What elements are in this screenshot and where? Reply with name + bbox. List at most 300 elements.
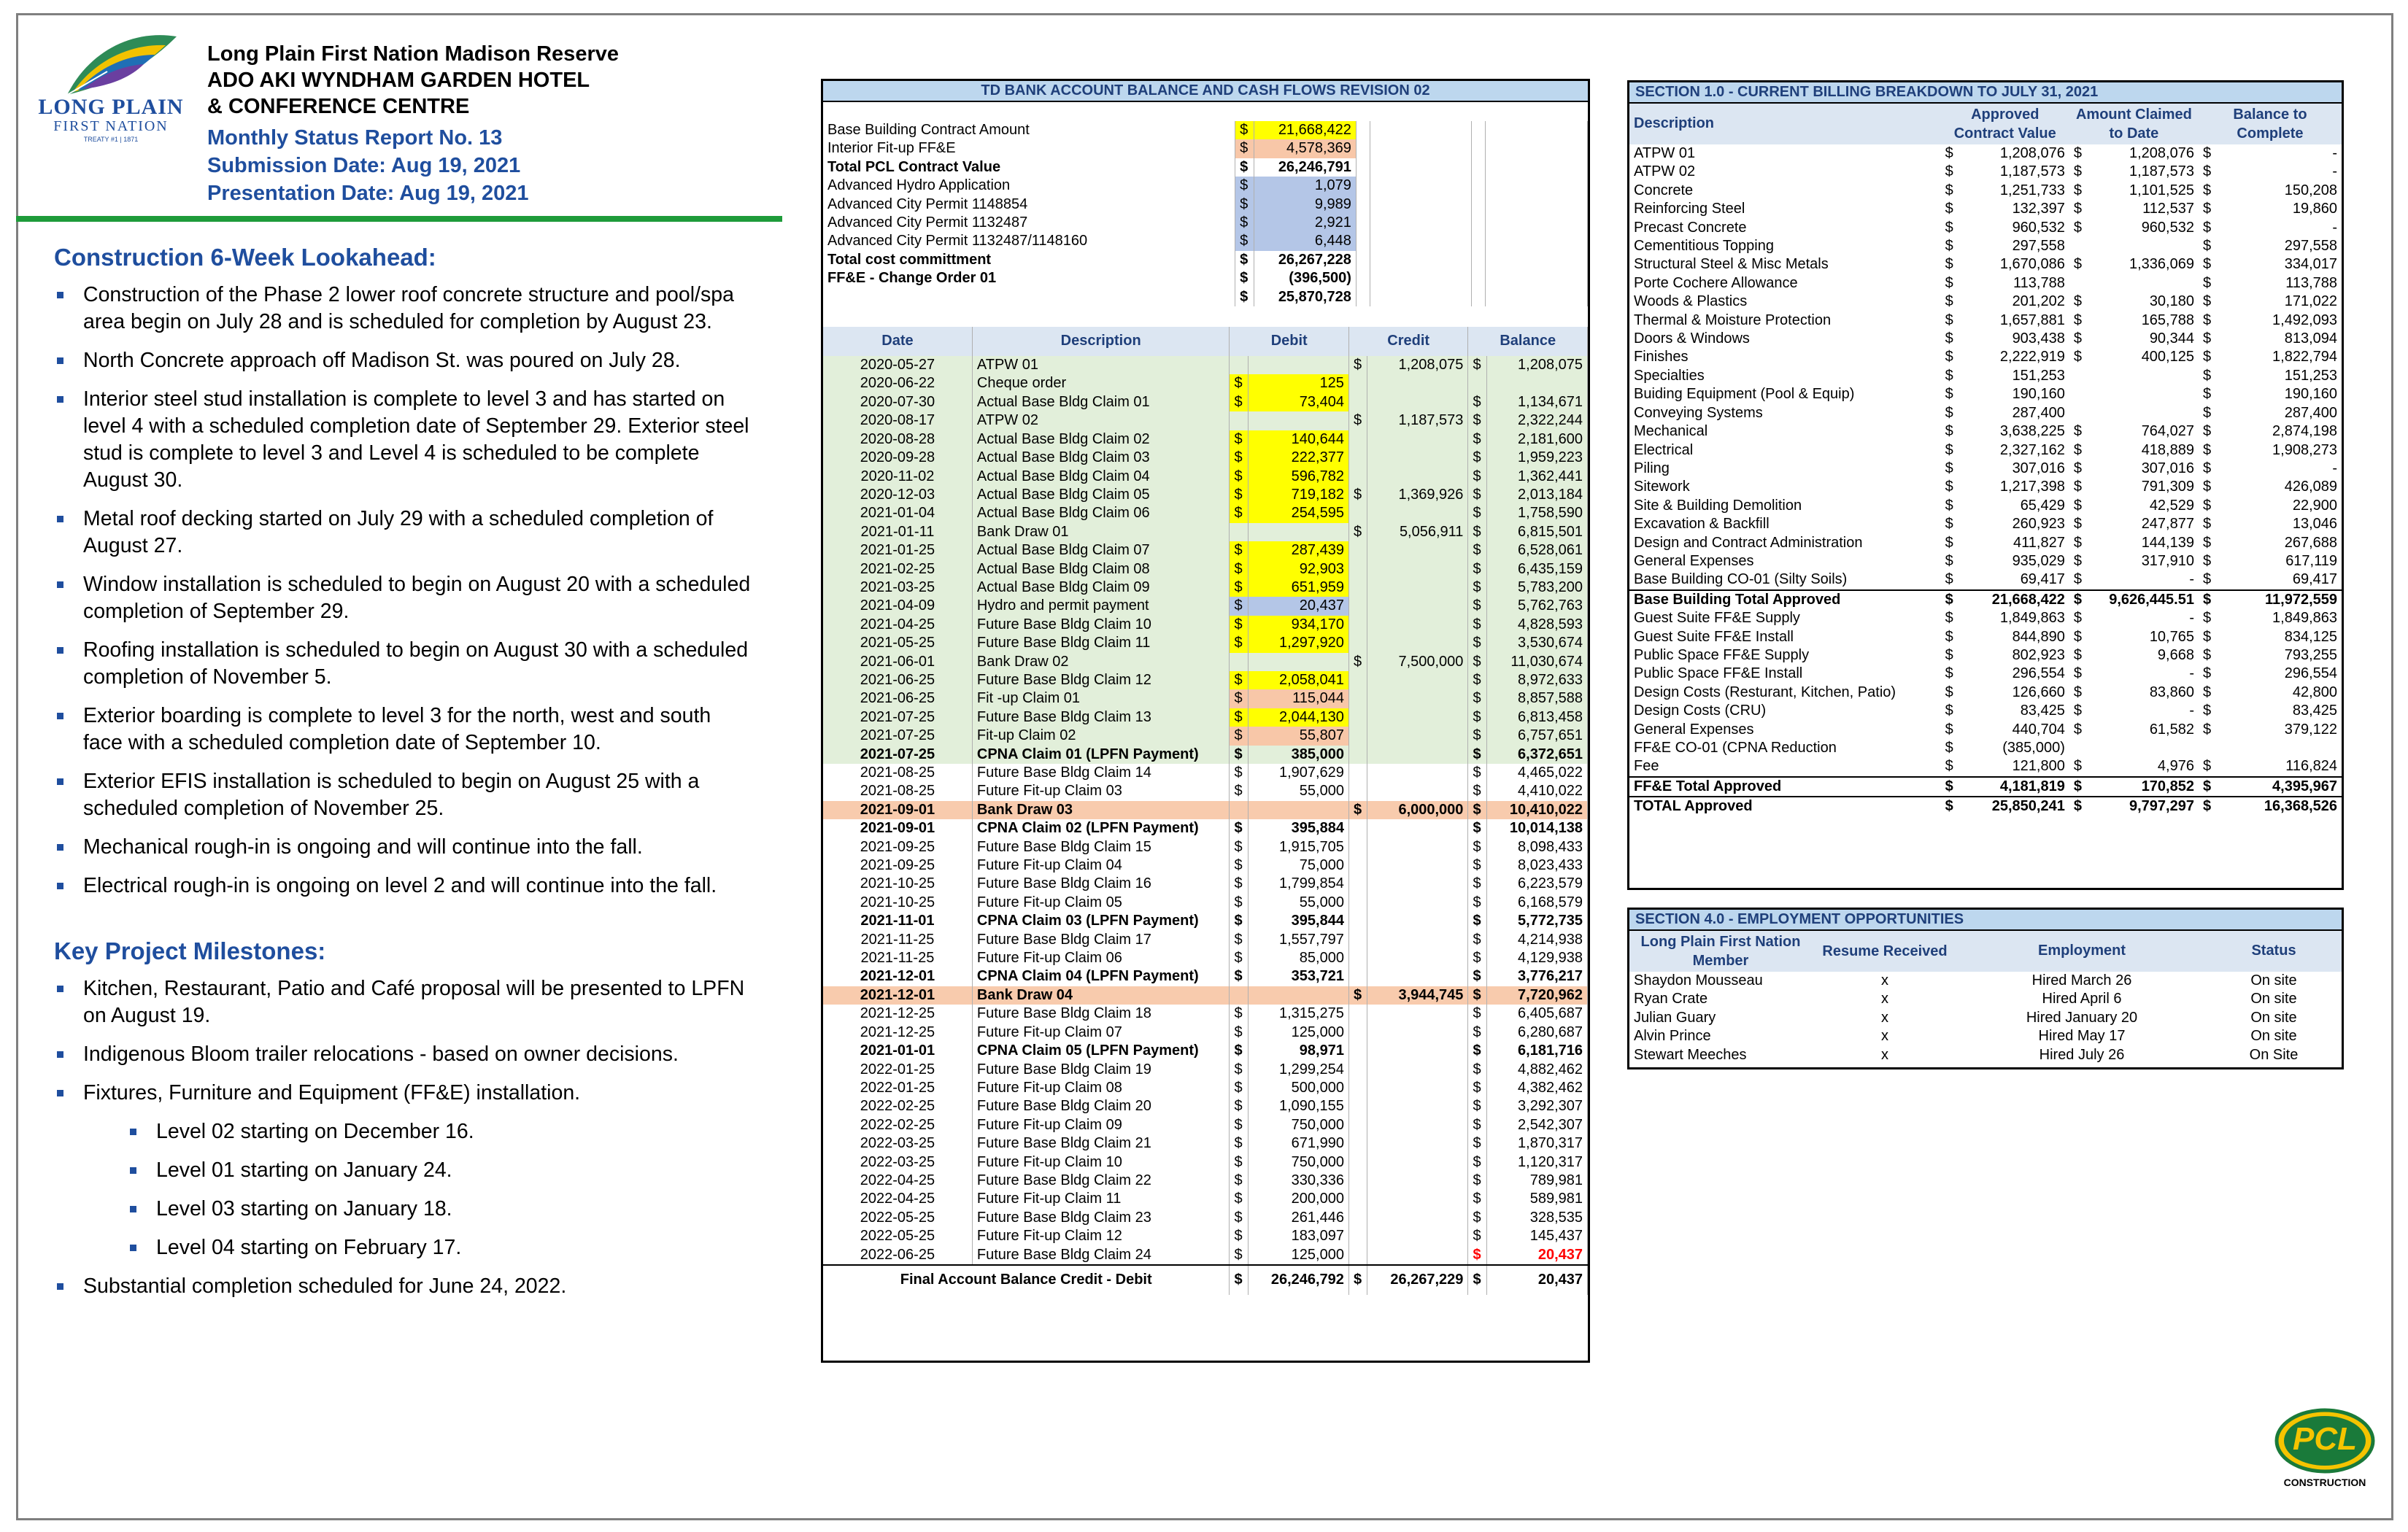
ledger-credit — [1367, 1061, 1468, 1079]
employee-name: Shaydon Mousseau — [1634, 972, 1763, 989]
ledger-credit — [1367, 727, 1468, 745]
currency-symbol: $ — [1230, 671, 1249, 689]
ledger-debit: 92,903 — [1248, 560, 1348, 579]
billing-claimed: 4,976 — [2157, 758, 2194, 775]
billing-approved: 903,438 — [2012, 330, 2065, 347]
ledger-date: 2021-11-25 — [823, 931, 972, 949]
currency-symbol: $ — [2202, 182, 2212, 198]
billing-row — [1629, 757, 2342, 776]
summary-label: FF&E - Change Order 01 — [823, 269, 1235, 287]
ledger-date: 2021-12-01 — [823, 986, 972, 1005]
ledger-date: 2021-01-04 — [823, 504, 972, 522]
empty-cell — [1486, 251, 1588, 269]
site-status: On site — [2250, 991, 2297, 1007]
col-resume: Resume Received — [1812, 931, 1958, 972]
currency-symbol: $ — [1230, 449, 1249, 467]
billing-description: Doors & Windows — [1634, 330, 1750, 347]
currency-symbol: $ — [2073, 646, 2082, 663]
ledger-row — [823, 486, 1588, 504]
currency-symbol: $ — [1235, 251, 1254, 269]
ledger-balance: 1,870,317 — [1486, 1134, 1587, 1153]
ledger-row — [823, 819, 1588, 837]
billing-row — [1629, 163, 2342, 181]
milestone-sub-item: Level 03 starting on January 18. — [54, 1196, 755, 1223]
currency-symbol: $ — [2073, 610, 2082, 627]
currency-symbol: $ — [2202, 219, 2212, 236]
billing-balance: 22,900 — [2292, 497, 2337, 514]
pcl-logo — [2274, 1408, 2376, 1488]
currency-symbol — [1230, 801, 1249, 819]
lookahead-item: Roofing installation is scheduled to begin on August 30 with a scheduled completion of November 5. — [54, 637, 755, 691]
summary-label: Base Building Contract Amount — [823, 121, 1235, 139]
ledger-credit — [1367, 1079, 1468, 1097]
currency-symbol: $ — [1945, 721, 1953, 738]
ledger-description: Actual Base Bldg Claim 08 — [972, 560, 1230, 579]
employment-table — [1627, 908, 2344, 1069]
empty-cell — [1370, 288, 1472, 306]
billing-row — [1629, 255, 2342, 274]
empty-cell — [1472, 214, 1486, 232]
lookahead-item: Mechanical rough-in is ongoing and will continue into the fall. — [54, 834, 755, 861]
billing-approved: 65,429 — [2020, 497, 2065, 514]
ledger-balance: 4,465,022 — [1486, 764, 1587, 782]
billing-claimed: - — [2189, 703, 2194, 719]
billing-description: Woods & Plastics — [1634, 293, 1748, 310]
resume-received: x — [1881, 991, 1888, 1007]
summary-value: 21,668,422 — [1254, 121, 1357, 139]
ledger-date: 2022-03-25 — [823, 1153, 972, 1172]
ledger-debit: 55,807 — [1248, 727, 1348, 745]
currency-symbol: $ — [2073, 312, 2082, 328]
ledger-balance: 4,129,938 — [1486, 949, 1587, 967]
currency-symbol: $ — [2202, 163, 2212, 180]
ledger-balance: 4,410,022 — [1486, 782, 1587, 800]
billing-row — [1629, 312, 2342, 330]
empty-cell — [1370, 251, 1472, 269]
billing-approved: 126,660 — [2012, 684, 2065, 700]
ledger-row — [823, 411, 1588, 430]
billing-balance: 11,972,559 — [2216, 590, 2342, 609]
billing-balance: 116,824 — [2285, 758, 2337, 775]
empty-cell — [1356, 214, 1370, 232]
currency-symbol: $ — [1230, 1116, 1249, 1134]
ledger-balance: 1,120,317 — [1486, 1153, 1587, 1172]
ledger-date: 2021-03-25 — [823, 579, 972, 597]
ledger-description: Bank Draw 04 — [972, 986, 1230, 1005]
currency-symbol — [1348, 1246, 1367, 1265]
ledger-date: 2021-07-25 — [823, 727, 972, 745]
currency-symbol: $ — [1468, 1153, 1487, 1172]
currency-symbol — [1348, 894, 1367, 912]
empty-cell — [1370, 121, 1472, 139]
currency-symbol: $ — [1230, 931, 1249, 949]
currency-symbol: $ — [2073, 497, 2082, 514]
currency-symbol: $ — [2202, 293, 2212, 310]
billing-description: FF&E CO-01 (CPNA Reduction — [1634, 740, 1837, 756]
ledger-row — [823, 579, 1588, 597]
currency-symbol: $ — [1230, 764, 1249, 782]
ledger-debit: 222,377 — [1248, 449, 1348, 467]
currency-symbol: $ — [2202, 703, 2212, 719]
col-balance: Balance — [1468, 327, 1588, 356]
currency-symbol: $ — [2202, 256, 2212, 273]
ledger-description: Fit -up Claim 01 — [972, 689, 1230, 708]
ledger-debit: 750,000 — [1248, 1153, 1348, 1172]
employment-row — [1629, 1046, 2342, 1064]
ledger-credit — [1367, 1134, 1468, 1153]
ledger-row — [823, 727, 1588, 745]
ledger-date: 2022-06-25 — [823, 1246, 972, 1265]
currency-symbol: $ — [2202, 274, 2212, 291]
summary-label: Advanced City Permit 1132487/1148160 — [823, 232, 1235, 250]
summary-row — [823, 121, 1588, 139]
ledger-credit — [1367, 949, 1468, 967]
billing-approved: 3,638,225 — [1999, 423, 2065, 440]
ledger-debit: 2,044,130 — [1248, 708, 1348, 727]
ledger-row — [823, 967, 1588, 986]
currency-symbol: $ — [1235, 177, 1254, 195]
currency-symbol: $ — [1468, 931, 1487, 949]
currency-symbol: $ — [2202, 367, 2212, 384]
billing-balance: 113,788 — [2285, 274, 2337, 291]
currency-symbol: $ — [2073, 460, 2082, 476]
lookahead-item: Exterior EFIS installation is scheduled to begin on August 25 with a scheduled completion of November 25. — [54, 768, 755, 822]
ledger-date: 2021-08-25 — [823, 782, 972, 800]
billing-claimed: 764,027 — [2141, 423, 2194, 440]
billing-approved: 1,670,086 — [1999, 256, 2065, 273]
ledger-row — [823, 504, 1588, 522]
currency-symbol: $ — [1468, 1024, 1487, 1042]
currency-symbol: $ — [1468, 801, 1487, 819]
ledger-balance: 6,757,651 — [1486, 727, 1587, 745]
currency-symbol — [1348, 1024, 1367, 1042]
currency-symbol: $ — [2202, 238, 2212, 255]
billing-claimed: 307,016 — [2141, 460, 2194, 476]
ledger-date: 2020-07-30 — [823, 393, 972, 411]
currency-symbol: $ — [1468, 894, 1487, 912]
ledger-description: Actual Base Bldg Claim 03 — [972, 449, 1230, 467]
ledger-description: Future Base Bldg Claim 18 — [972, 1005, 1230, 1023]
site-status: On Site — [2249, 1046, 2299, 1063]
ledger-row — [823, 949, 1588, 967]
ledger-credit — [1367, 430, 1468, 449]
summary-row — [823, 251, 1588, 269]
currency-symbol: $ — [1945, 182, 1953, 198]
ledger-description: Future Fit-up Claim 08 — [972, 1079, 1230, 1097]
ledger-row — [823, 374, 1588, 392]
billing-balance: - — [2332, 460, 2337, 476]
ledger-description: CPNA Claim 04 (LPFN Payment) — [972, 967, 1230, 986]
billing-claimed — [2086, 385, 2199, 403]
ledger-debit: 1,299,254 — [1248, 1061, 1348, 1079]
ledger-description: Future Base Bldg Claim 12 — [972, 671, 1230, 689]
ledger-debit: 750,000 — [1248, 1116, 1348, 1134]
ledger-credit — [1367, 819, 1468, 837]
currency-symbol — [1348, 1227, 1367, 1245]
ledger-debit: 75,000 — [1248, 856, 1348, 875]
summary-label — [823, 288, 1235, 306]
billing-balance: 296,554 — [2284, 665, 2337, 682]
billing-row — [1629, 404, 2342, 422]
currency-symbol: $ — [2199, 777, 2216, 797]
currency-symbol: $ — [1468, 671, 1487, 689]
empty-cell — [1356, 269, 1370, 287]
ledger-row — [823, 1079, 1588, 1097]
ledger-description: Future Base Bldg Claim 19 — [972, 1061, 1230, 1079]
ledger-balance: 20,437 — [1486, 1246, 1587, 1265]
currency-symbol — [1348, 579, 1367, 597]
ledger-row — [823, 764, 1588, 782]
ledger-description: Future Fit-up Claim 10 — [972, 1153, 1230, 1172]
empty-cell — [1486, 158, 1588, 177]
ledger-date: 2021-04-25 — [823, 616, 972, 634]
currency-symbol — [1348, 468, 1367, 486]
ledger-credit — [1367, 1005, 1468, 1023]
ledger-description: ATPW 02 — [972, 411, 1230, 430]
final-balance-label: Final Account Balance Credit - Debit — [823, 1265, 1230, 1295]
empty-cell — [1370, 139, 1472, 158]
currency-symbol: $ — [1230, 393, 1249, 411]
billing-description: Reinforcing Steel — [1634, 201, 1745, 217]
currency-symbol — [1348, 764, 1367, 782]
billing-row — [1629, 721, 2342, 739]
ledger-row — [823, 430, 1588, 449]
billing-claimed: 90,344 — [2149, 330, 2194, 347]
ledger-credit — [1367, 838, 1468, 856]
ledger-debit: 395,884 — [1248, 819, 1348, 837]
ledger-credit — [1367, 1227, 1468, 1245]
billing-balance: 267,688 — [2284, 534, 2337, 551]
summary-row — [823, 269, 1588, 287]
ledger-balance: 11,030,674 — [1486, 653, 1587, 671]
ledger-description: Actual Base Bldg Claim 06 — [972, 504, 1230, 522]
summary-value: 2,921 — [1254, 214, 1357, 232]
col-status: Status — [2206, 931, 2342, 972]
ledger-row — [823, 986, 1588, 1005]
ledger-row — [823, 1061, 1588, 1079]
ledger-description: Future Fit-up Claim 05 — [972, 894, 1230, 912]
currency-symbol: $ — [1945, 665, 1953, 682]
ledger-debit — [1248, 411, 1348, 430]
billing-approved: 1,208,076 — [1999, 145, 2065, 161]
billing-row — [1629, 590, 2342, 609]
currency-symbol: $ — [1468, 1116, 1487, 1134]
ledger-credit — [1367, 708, 1468, 727]
ledger-debit: 125,000 — [1248, 1024, 1348, 1042]
currency-symbol: $ — [2073, 423, 2082, 440]
ledger-balance: 6,280,687 — [1486, 1024, 1587, 1042]
ledger-date: 2021-10-25 — [823, 894, 972, 912]
ledger-balance: 1,758,590 — [1486, 504, 1587, 522]
billing-claimed: 1,101,525 — [2129, 182, 2194, 198]
ledger-credit: 7,500,000 — [1367, 653, 1468, 671]
ledger-credit: 6,000,000 — [1367, 801, 1468, 819]
resume-received: x — [1881, 972, 1888, 989]
billing-balance: 379,122 — [2284, 721, 2337, 738]
report-number: Monthly Status Report No. 13 — [207, 126, 503, 150]
ledger-debit: 353,721 — [1248, 967, 1348, 986]
ledger-balance: 8,857,588 — [1486, 689, 1587, 708]
billing-approved: 2,327,162 — [1999, 441, 2065, 458]
currency-symbol: $ — [1230, 616, 1249, 634]
ledger-row — [823, 1024, 1588, 1042]
ledger-debit: 1,907,629 — [1248, 764, 1348, 782]
currency-symbol — [1348, 1172, 1367, 1190]
ledger-debit: 1,915,705 — [1248, 838, 1348, 856]
ledger-date: 2021-12-25 — [823, 1024, 972, 1042]
ledger-date: 2021-06-25 — [823, 689, 972, 708]
site-status: On site — [2250, 1028, 2297, 1045]
employment-status: Hired July 26 — [2039, 1046, 2125, 1063]
ledger-date: 2021-06-01 — [823, 653, 972, 671]
ledger-balance: 10,014,138 — [1486, 819, 1587, 837]
ledger-description: Bank Draw 02 — [972, 653, 1230, 671]
billing-row — [1629, 200, 2342, 218]
ledger-credit — [1367, 1097, 1468, 1115]
billing-claimed: 1,208,076 — [2129, 145, 2194, 161]
ledger-credit — [1367, 746, 1468, 764]
billing-balance: 190,160 — [2284, 386, 2337, 403]
ledger-date: 2021-10-25 — [823, 875, 972, 893]
header-line1: Long Plain First Nation Madison Reserve — [207, 42, 619, 66]
currency-symbol: $ — [2202, 610, 2212, 627]
billing-description: Precast Concrete — [1634, 219, 1747, 236]
currency-symbol: $ — [1468, 468, 1487, 486]
ledger-balance: 1,208,075 — [1486, 356, 1587, 374]
ledger-balance: 1,362,441 — [1486, 468, 1587, 486]
billing-approved: 802,923 — [2012, 646, 2065, 663]
ledger-credit — [1367, 689, 1468, 708]
ledger-credit — [1367, 579, 1468, 597]
currency-symbol: $ — [2073, 163, 2082, 180]
billing-balance: 69,417 — [2292, 571, 2337, 588]
billing-balance: 1,908,273 — [2272, 441, 2337, 458]
currency-symbol: $ — [2202, 516, 2212, 533]
billing-row — [1629, 609, 2342, 627]
currency-symbol: $ — [1230, 579, 1249, 597]
billing-description: ATPW 02 — [1634, 163, 1696, 180]
empty-cell — [1356, 232, 1370, 250]
ledger-row — [823, 1172, 1588, 1190]
ledger-credit — [1367, 1042, 1468, 1060]
billing-approved: 69,417 — [2020, 571, 2065, 588]
currency-symbol: $ — [1348, 411, 1367, 430]
currency-symbol: $ — [2073, 182, 2082, 198]
currency-symbol: $ — [1348, 356, 1367, 374]
billing-description: Structural Steel & Misc Metals — [1634, 256, 1829, 273]
currency-symbol: $ — [1945, 312, 1953, 328]
final-credit: 26,267,229 — [1367, 1265, 1468, 1295]
currency-symbol: $ — [1348, 986, 1367, 1005]
summary-row — [823, 158, 1588, 177]
currency-symbol: $ — [1230, 967, 1249, 986]
ledger-credit — [1367, 1153, 1468, 1172]
ledger-credit: 5,056,911 — [1367, 523, 1468, 541]
ledger-description: Future Base Bldg Claim 14 — [972, 764, 1230, 782]
billing-balance: 334,017 — [2284, 256, 2337, 273]
ledger-row — [823, 708, 1588, 727]
billing-approved: 1,251,733 — [1999, 182, 2065, 198]
currency-symbol — [1348, 875, 1367, 893]
currency-symbol: $ — [1230, 1265, 1249, 1295]
billing-claimed: 10,765 — [2149, 628, 2194, 645]
ledger-debit: 125,000 — [1248, 1246, 1348, 1265]
billing-row — [1629, 777, 2342, 797]
billing-row — [1629, 219, 2342, 237]
summary-value: 26,267,228 — [1254, 251, 1357, 269]
billing-approved: 844,890 — [2012, 628, 2065, 645]
currency-symbol: $ — [1348, 653, 1367, 671]
currency-symbol: $ — [1945, 219, 1953, 236]
billing-balance: 793,255 — [2284, 646, 2337, 663]
billing-claimed: - — [2189, 665, 2194, 682]
lookahead-list — [54, 282, 755, 900]
milestone-sub-item: Level 04 starting on February 17. — [54, 1234, 755, 1261]
ledger-row — [823, 1153, 1588, 1172]
currency-symbol — [1348, 1116, 1367, 1134]
billing-approved: (385,000) — [2002, 740, 2065, 756]
currency-symbol — [1348, 727, 1367, 745]
ledger-credit — [1367, 504, 1468, 522]
currency-symbol: $ — [1230, 560, 1249, 579]
ledger-balance: 1,134,671 — [1486, 393, 1587, 411]
currency-symbol: $ — [2202, 646, 2212, 663]
billing-balance: 150,208 — [2284, 182, 2337, 198]
empty-cell — [1486, 177, 1588, 195]
billing-row — [1629, 515, 2342, 533]
billing-claimed: 9,626,445.51 — [2086, 590, 2199, 609]
billing-approved: 960,532 — [2012, 219, 2065, 236]
currency-symbol: $ — [1945, 516, 1953, 533]
currency-symbol — [1348, 504, 1367, 522]
currency-symbol — [2069, 385, 2087, 403]
currency-symbol: $ — [1230, 541, 1249, 560]
currency-symbol: $ — [2202, 552, 2212, 569]
milestone-item: Indigenous Bloom trailer relocations - based on owner decisions. — [54, 1041, 755, 1068]
col-date: Date — [823, 327, 972, 356]
billing-approved: 1,187,573 — [1999, 163, 2065, 180]
col-credit: Credit — [1348, 327, 1468, 356]
currency-symbol: $ — [2202, 571, 2212, 588]
currency-symbol: $ — [2202, 423, 2212, 440]
ledger-credit — [1367, 1172, 1468, 1190]
currency-symbol — [1348, 671, 1367, 689]
ledger-date: 2021-11-01 — [823, 912, 972, 930]
currency-symbol — [1348, 838, 1367, 856]
currency-symbol: $ — [1230, 1227, 1249, 1245]
summary-label: Advanced Hydro Application — [823, 177, 1235, 195]
ledger-balance: 5,762,763 — [1486, 597, 1587, 615]
empty-cell — [1356, 288, 1370, 306]
currency-symbol — [1348, 1153, 1367, 1172]
currency-symbol — [1348, 1042, 1367, 1060]
currency-symbol: $ — [1468, 430, 1487, 449]
ledger-date: 2022-05-25 — [823, 1209, 972, 1227]
lookahead-item: North Concrete approach off Madison St. was poured on July 28. — [54, 347, 755, 374]
ledger-debit: 55,000 — [1248, 782, 1348, 800]
site-status: On site — [2250, 1009, 2297, 1026]
billing-approved: 83,425 — [2020, 703, 2065, 719]
ledger-date: 2022-04-25 — [823, 1172, 972, 1190]
ledger-date: 2021-06-25 — [823, 671, 972, 689]
billing-balance: 834,125 — [2284, 628, 2337, 645]
lookahead-title: Construction 6-Week Lookahead: — [54, 244, 436, 271]
billing-balance: 42,800 — [2292, 684, 2337, 700]
currency-symbol: $ — [1230, 727, 1249, 745]
ledger-credit — [1367, 560, 1468, 579]
billing-row — [1629, 293, 2342, 311]
ledger-balance: 7,720,962 — [1486, 986, 1587, 1005]
